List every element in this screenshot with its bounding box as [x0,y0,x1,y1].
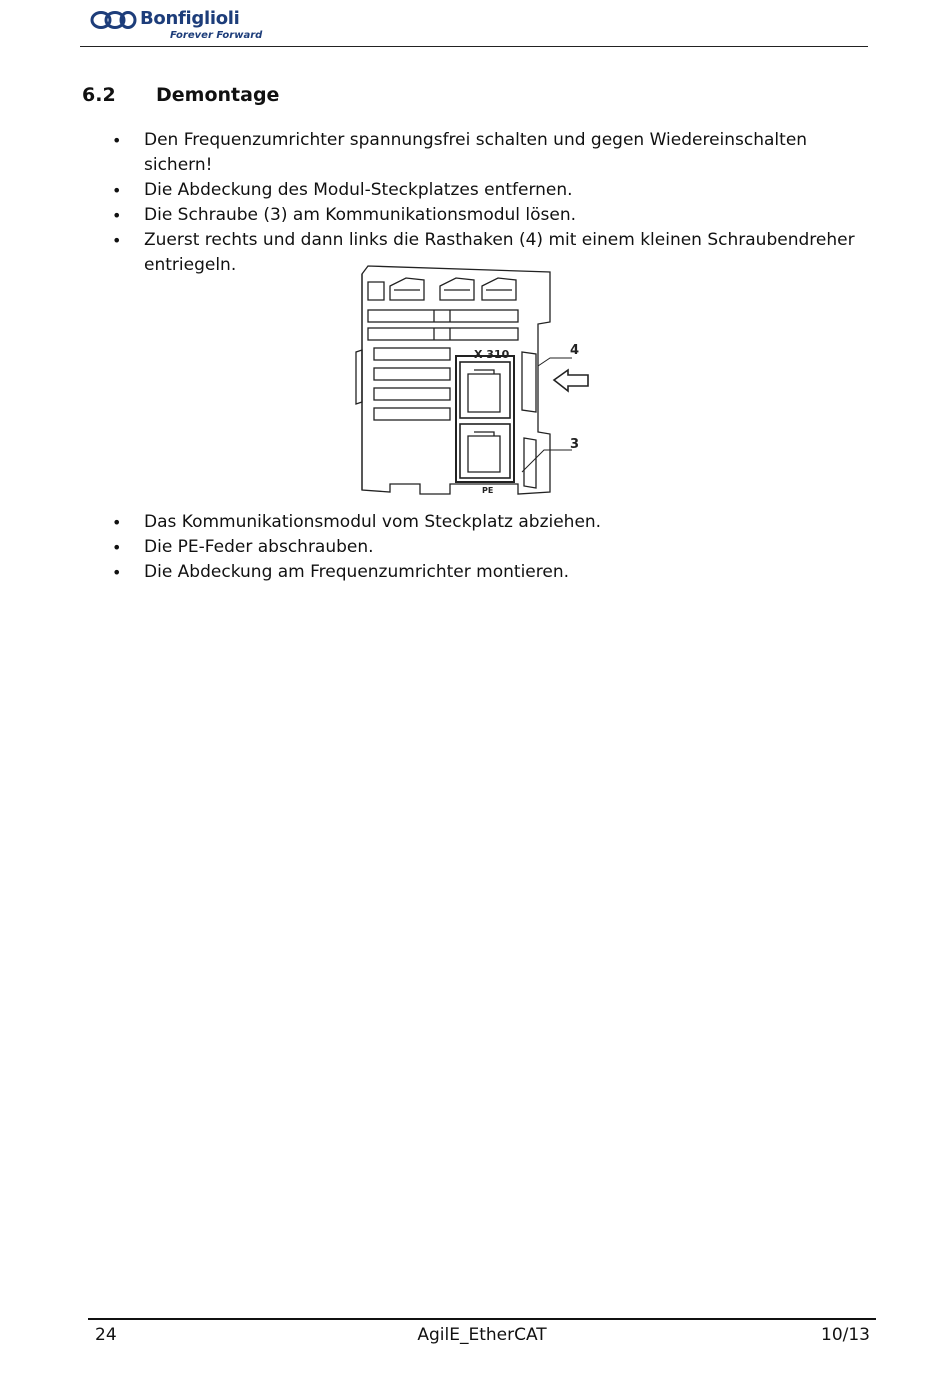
page-header [80,6,868,47]
list-item: • Die PE-Feder abschrauben. [112,535,872,560]
arrow-icon [554,370,588,391]
section-number: 6.2 [82,84,116,106]
brand-logo [90,8,270,44]
callout-latch: 4 [570,343,580,358]
brand-tagline: Forever Forward [170,30,263,41]
connector-label: X 310 [474,348,510,361]
module-diagram [350,262,590,500]
list-item: • Die Abdeckung des Modul-Steckplatzes entfernen. [112,178,872,203]
callout-screw: 3 [570,437,580,452]
pe-label: PE [482,486,494,495]
page-number: 24 [95,1325,117,1345]
list-item: • Das Kommunikationsmodul vom Steckplatz abziehen. [112,510,872,535]
page-footer [88,1318,876,1350]
list-item: • Die Schraube (3) am Kommunikationsmodul lösen. [112,203,872,228]
list-item: • Zuerst rechts und dann links die Rasthaken (4) mit einem kleinen Schraubendreher entriegeln. [112,228,872,278]
document-name: AgilE_EtherCAT [417,1325,547,1345]
section-heading [82,84,279,106]
list-item: • Den Frequenzumrichter spannungsfrei schalten und gegen Wiedereinschalten sichern! [112,128,872,178]
bonfiglioli-logo-icon [90,10,138,30]
brand-name: Bonfiglioli [140,8,240,29]
section-title: Demontage [156,84,280,106]
document-date: 10/13 [821,1325,870,1345]
steps-list-before [112,128,872,278]
steps-list-after [112,510,872,585]
list-item: • Die Abdeckung am Frequenzumrichter montieren. [112,560,872,585]
